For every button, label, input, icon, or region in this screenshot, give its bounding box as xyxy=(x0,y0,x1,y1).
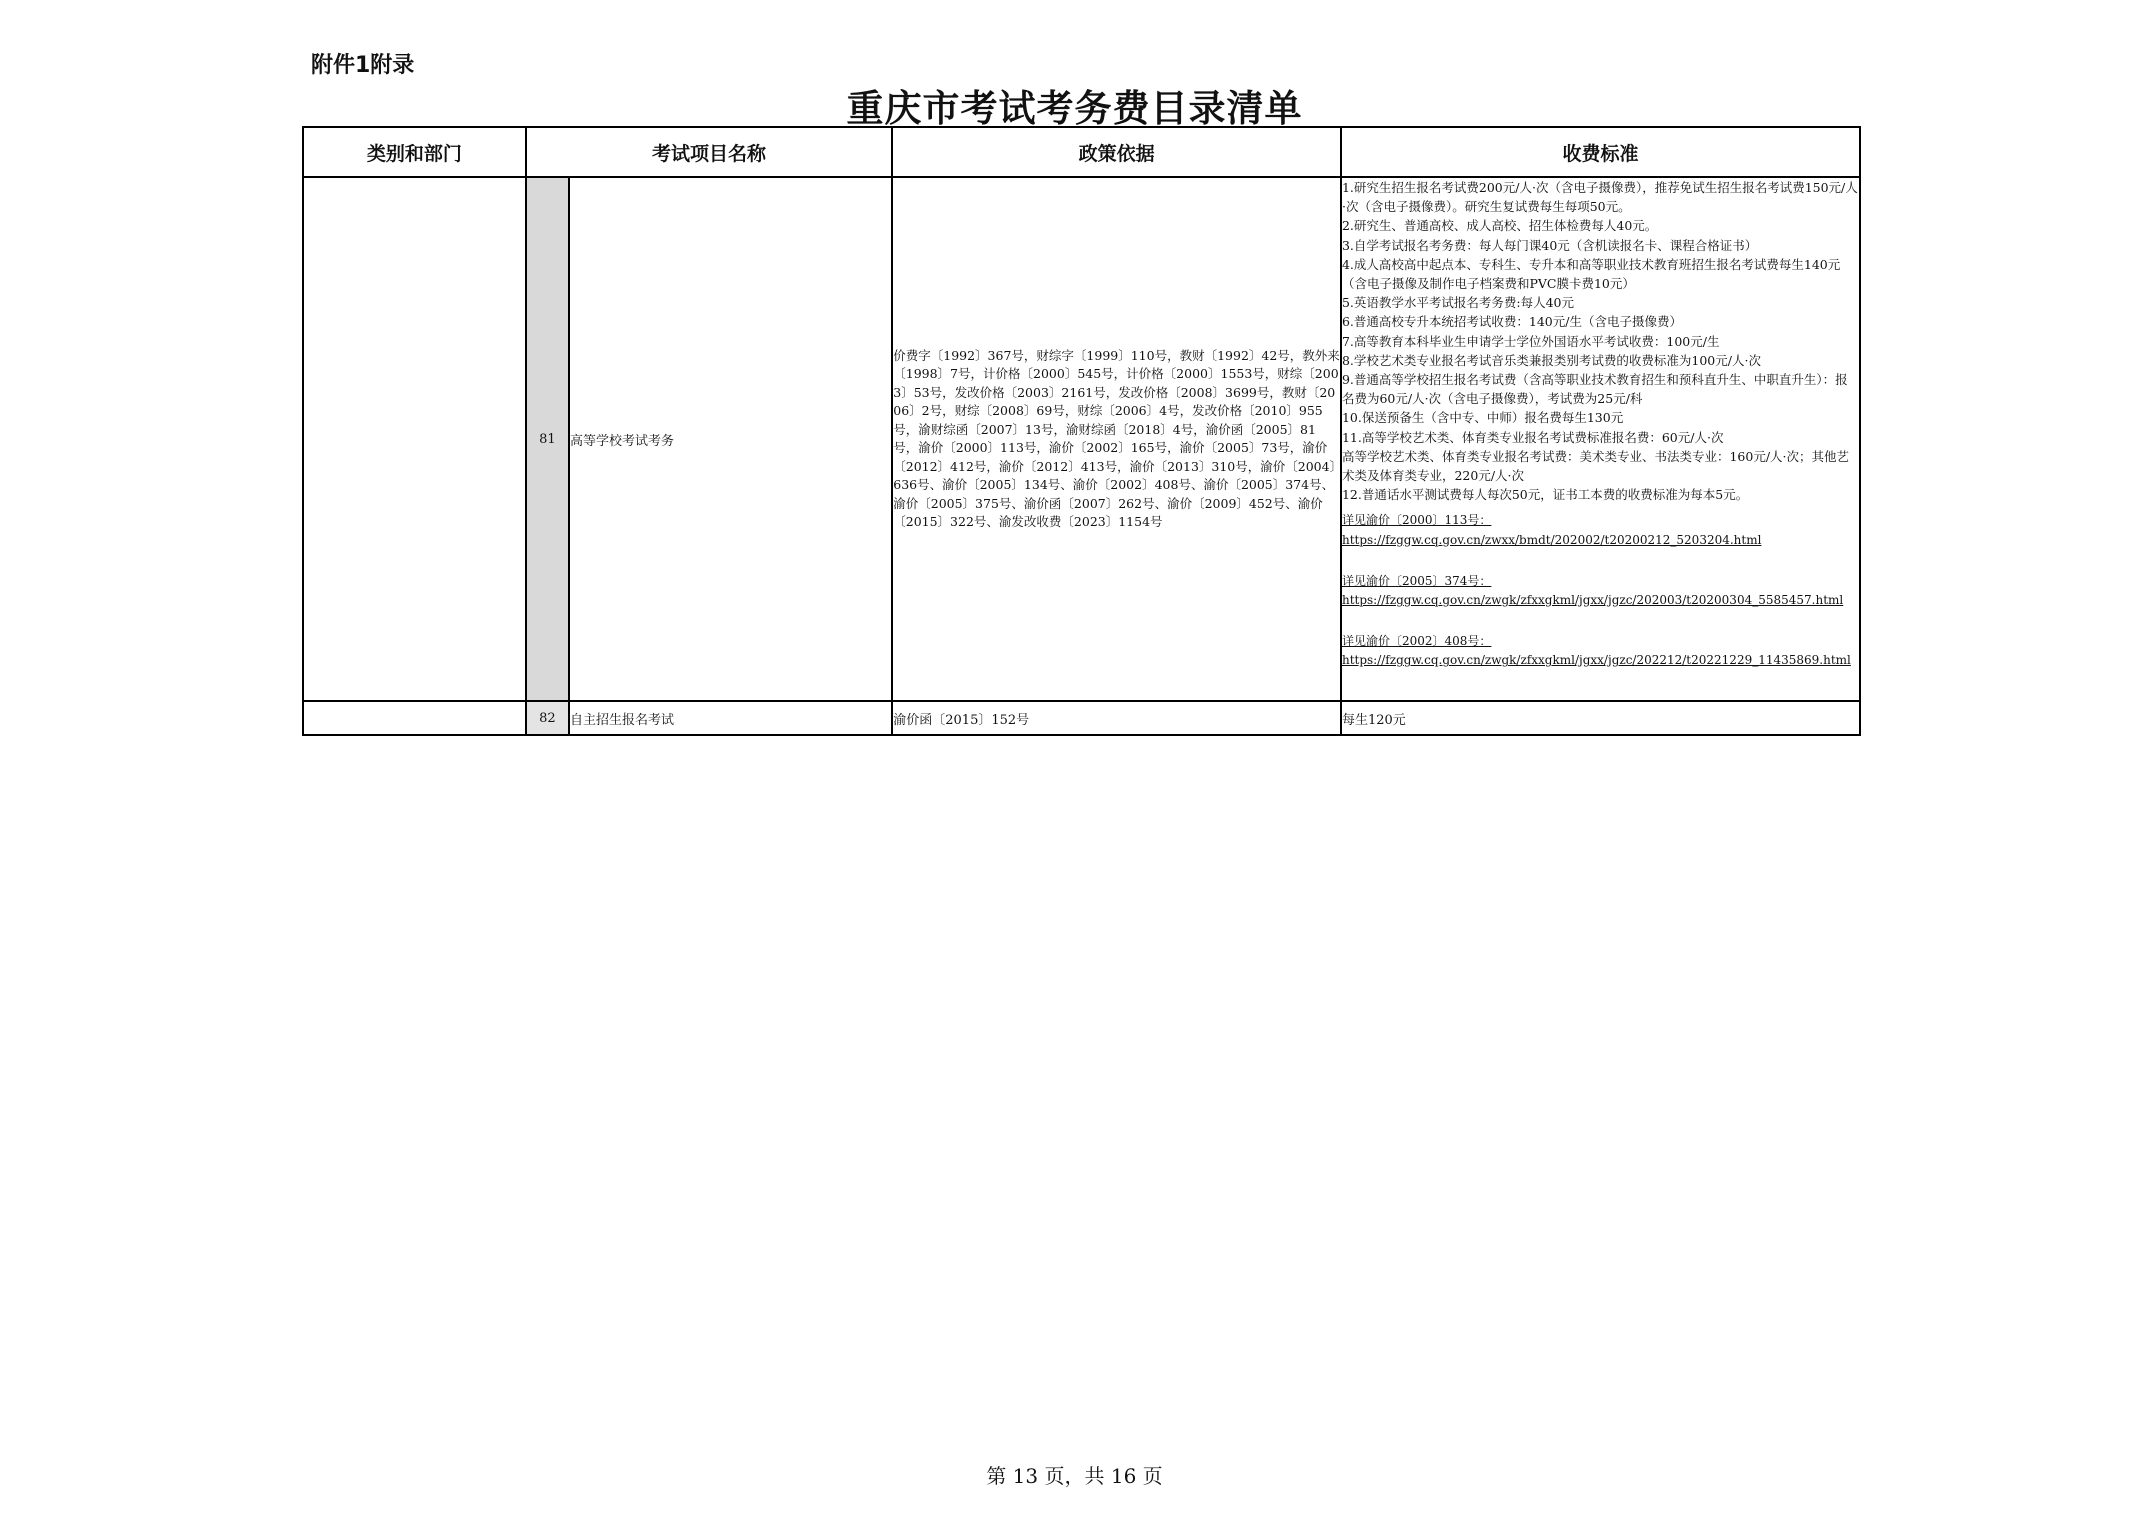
fee-line: 2.研究生、普通高校、成人高校、招生体检费每人40元。 xyxy=(1341,218,1658,234)
fee-line: 1.研究生招生报名考试费200元/人·次（含电子摄像费），推荐免试生招生报名考试费150元/人·次（含电子摄像费）。研究生复试费每生每项50元。 xyxy=(1341,180,1858,215)
fee-line: 8.学校艺术类专业报名考试音乐类兼报类别考试费的收费标准为100元/人·次 xyxy=(1341,352,1761,368)
page-title: 重庆市考试考务费目录清单 xyxy=(846,86,1303,130)
page-footer: 第 13 页，共 16 页 xyxy=(986,1464,1163,1488)
reference-link[interactable]: https://fzggw.cq.gov.cn/zwgk/zfxxgkml/jgxx/jgzc/202003/t20200304_5585457.html xyxy=(1341,593,1844,608)
header-category: 类别和部门 xyxy=(303,127,526,177)
header-policy: 政策依据 xyxy=(892,127,1341,177)
row-number-cell: 81 xyxy=(526,177,569,701)
reference-block xyxy=(1342,511,1859,549)
row-category-cell xyxy=(303,177,526,701)
fee-line: 11.高等学校艺术类、体育类专业报名考试费标准报名费：60元/人·次 xyxy=(1341,429,1724,445)
reference-title: 详见渝价〔2000〕113号： xyxy=(1341,513,1492,528)
exam-name-cell: 高等学校考试考务 xyxy=(569,177,892,701)
reference-title: 详见渝价〔2002〕408号： xyxy=(1341,634,1492,649)
row-category-cell xyxy=(303,701,526,735)
reference-link[interactable]: https://fzggw.cq.gov.cn/zwgk/zfxxgkml/jgxx/jgzc/202212/t20221229_11435869.html xyxy=(1341,653,1851,668)
fee-standard-cell: 每生120元 xyxy=(1341,701,1860,735)
header-exam-name: 考试项目名称 xyxy=(526,127,892,177)
fee-line: 12.普通话水平测试费每人每次50元，证书工本费的收费标准为每本5元。 xyxy=(1341,487,1749,503)
fee-line: 5.英语教学水平考试报名考务费:每人40元 xyxy=(1341,295,1575,311)
reference-block xyxy=(1342,632,1859,670)
table-header-row xyxy=(303,127,1860,177)
reference-title: 详见渝价〔2005〕374号： xyxy=(1341,573,1492,588)
fee-line: 10.保送预备生（含中专、中师）报名费每生130元 xyxy=(1341,410,1624,426)
fee-catalog-table xyxy=(302,126,1861,736)
policy-basis-cell: 价费字〔1992〕367号，财综字〔1999〕110号，教财〔1992〕42号，教外来〔1998〕7号，计价格〔2000〕545号，计价格〔2000〕1553号，财综〔2003〕53号，发改价格〔2003〕2161号，发改价格〔2008〕3699号，教财〔2006〕2号，财综〔2008〕69号，财综〔2006〕4号，发改价格〔2010〕955号，渝财综函〔2007〕13号，渝财综函〔2018〕4号，渝价函〔2005〕81号，渝价〔2000〕113号，渝价〔2002〕165号，渝价〔2005〕73号，渝价〔2012〕412号，渝价〔2012〕413号，渝价〔2013〕310号，渝价〔2004〕636号、渝价〔2005〕134号、渝价〔2002〕408号、渝价〔2005〕374号、渝价〔2005〕375号、渝价函〔2007〕262号、渝价〔2009〕452号、渝价〔2015〕322号、渝发改收费〔2023〕1154号 xyxy=(892,177,1341,701)
attachment-label: 附件1附录 xyxy=(311,53,415,78)
fee-line: 7.高等教育本科毕业生申请学士学位外国语水平考试收费：100元/生 xyxy=(1341,333,1720,349)
policy-basis-cell: 渝价函〔2015〕152号 xyxy=(892,701,1341,735)
exam-name-cell: 自主招生报名考试 xyxy=(569,701,892,735)
reference-block xyxy=(1342,572,1859,610)
fee-standard-cell xyxy=(1341,177,1860,701)
fee-line: 3.自学考试报名考务费：每人每门课40元（含机读报名卡、课程合格证书） xyxy=(1341,237,1758,253)
reference-link[interactable]: https://fzggw.cq.gov.cn/zwxx/bmdt/202002/t20200212_5203204.html xyxy=(1341,532,1762,547)
table-row xyxy=(303,701,1860,735)
table-row xyxy=(303,177,1860,701)
fee-line: 4.成人高校高中起点本、专科生、专升本和高等职业技术教育班招生报名考试费每生140元（含电子摄像及制作电子档案费和PVC膜卡费10元） xyxy=(1341,256,1841,292)
fee-line: 6.普通高校专升本统招考试收费：140元/生（含电子摄像费） xyxy=(1341,314,1682,330)
row-number-cell: 82 xyxy=(526,701,569,735)
fee-line: 高等学校艺术类、体育类专业报名考试费：美术类专业、书法类专业：160元/人·次；其他艺术类及体育类专业，220元/人·次 xyxy=(1341,448,1850,484)
fee-line: 9.普通高等学校招生报名考试费（含高等职业技术教育招生和预科直升生、中职直升生）：报名费为60元/人·次（含电子摄像费），考试费为25元/科 xyxy=(1341,372,1848,407)
header-fee: 收费标准 xyxy=(1341,127,1860,177)
